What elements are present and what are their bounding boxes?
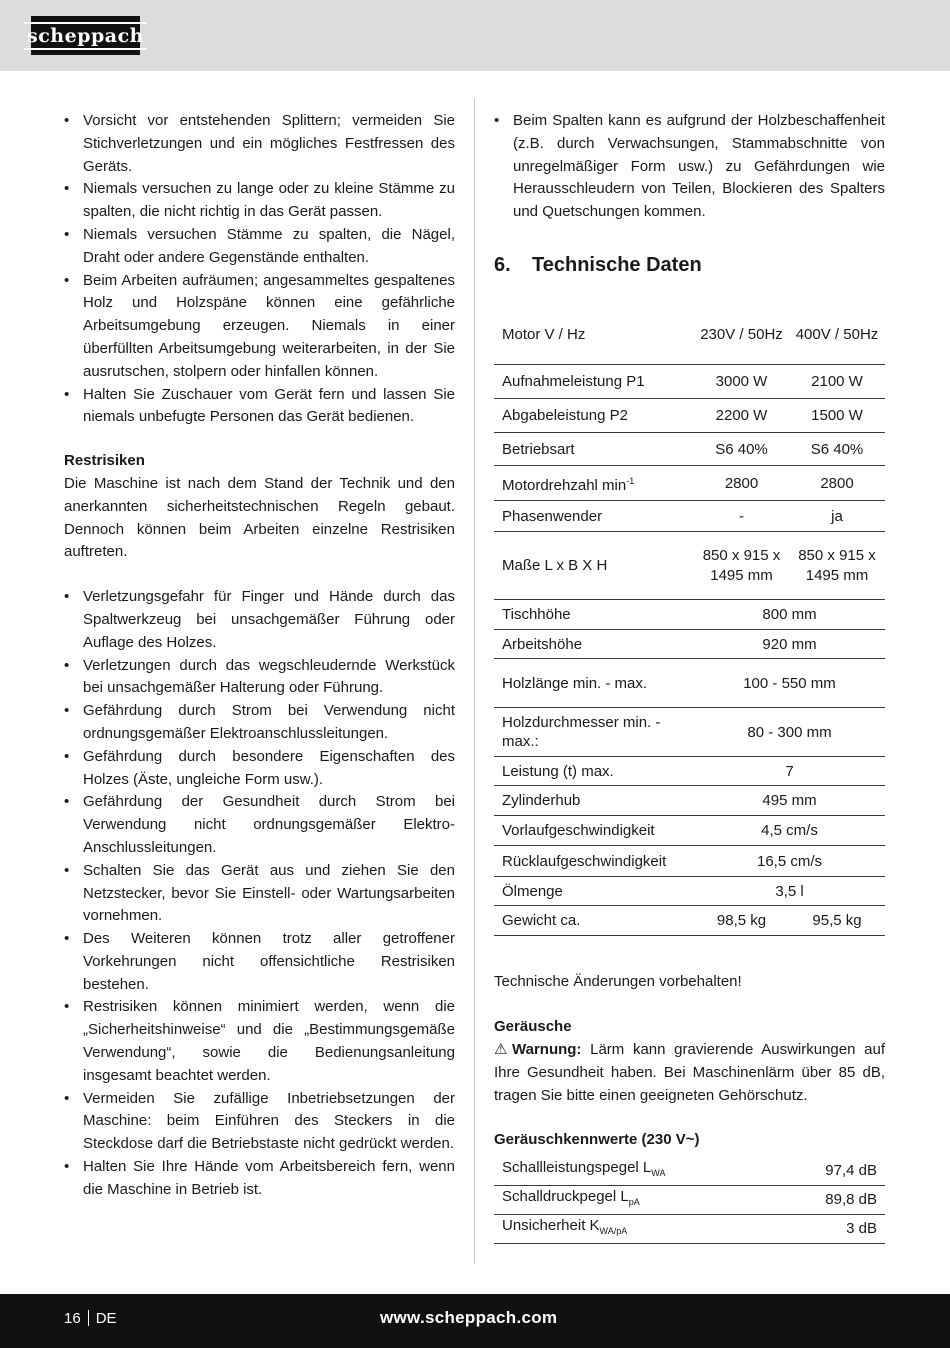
section-title <box>494 253 885 277</box>
section-number: 6. <box>494 253 511 276</box>
cell-value: 16,5 cm/s <box>694 846 885 877</box>
row-label <box>494 1215 778 1244</box>
row-label: Phasenwender <box>494 501 694 532</box>
page-separator <box>88 1310 89 1326</box>
list-item: • Beim Spalten kann es aufgrund der Holzbeschaffenheit (z.B. durch Verwachsungen, Stammabschnitte von unregelmäßiger Form usw.) zu Gefährdungen wie Herausschleudern von Teilen, Blockieren des Spalters und Quetschungen kommen. <box>494 110 885 224</box>
row-label: Gewicht ca. <box>494 906 694 936</box>
cell-value: 100 - 550 mm <box>694 659 885 708</box>
table-row <box>494 532 885 600</box>
cell-value: 2100 W <box>789 365 885 399</box>
table-row <box>494 877 885 906</box>
changes-note: Technische Änderungen vorbehalten! <box>494 973 742 991</box>
table-row <box>494 305 885 365</box>
row-label: Aufnahmeleistung P1 <box>494 365 694 399</box>
row-label: Arbeitshöhe <box>494 630 694 659</box>
list-item: • Halten Sie Zuschauer vom Gerät fern und lassen Sie niemals unbefugte Personen das Gerät bedienen. <box>64 384 455 430</box>
cell-value: 1500 W <box>789 399 885 433</box>
column-divider <box>474 98 475 1264</box>
restrisiken-heading: Restrisiken <box>64 452 145 470</box>
cell-value: 2800 <box>694 466 789 501</box>
logo-text: scheppach <box>24 22 147 50</box>
warning-paragraph <box>494 1039 885 1107</box>
table-row <box>494 1157 885 1186</box>
drehzahl-label: Motordrehzahl min <box>502 476 627 494</box>
lpa-subscript: pA <box>628 1197 640 1208</box>
noise-values-heading: Geräuschkennwerte (230 V~) <box>494 1131 700 1149</box>
warning-label: Warnung: <box>512 1041 582 1059</box>
cell-value: 98,5 kg <box>694 906 789 936</box>
list-item: • Gefährdung der Gesundheit durch Strom bei Verwendung nicht ordnungsgemäßer Elektro-Anschlussleitungen. <box>64 791 455 859</box>
technical-data-table <box>494 305 885 937</box>
cell-value: 95,5 kg <box>789 906 885 936</box>
list-item: • Schalten Sie das Gerät aus und ziehen Sie den Netzstecker, bevor Sie Einstell- oder Wartungsarbeiten vornehmen. <box>64 860 455 928</box>
noise-heading: Geräusche <box>494 1018 572 1036</box>
table-row <box>494 786 885 816</box>
right-column <box>494 110 885 1244</box>
cell-value: 800 mm <box>694 600 885 630</box>
table-row <box>494 433 885 466</box>
safety-bullets <box>64 110 455 429</box>
table-row <box>494 501 885 532</box>
list-item: • Des Weiteren können trotz aller getroffener Vorkehrungen nicht offensichtliche Restrisiken bestehen. <box>64 928 455 996</box>
table-row <box>494 659 885 708</box>
table-row <box>494 1186 885 1215</box>
row-label <box>494 466 694 501</box>
cell-value: ja <box>789 501 885 532</box>
row-label: Leistung (t) max. <box>494 757 694 786</box>
scheppach-logo <box>27 16 144 55</box>
cell-value: 97,4 dB <box>778 1157 885 1186</box>
row-label <box>494 1157 778 1186</box>
row-label: Ölmenge <box>494 877 694 906</box>
cell-value: 230V / 50Hz <box>694 305 789 365</box>
page-number: 16 <box>64 1310 81 1327</box>
cell-value: 495 mm <box>694 786 885 816</box>
footer-bar <box>0 1294 950 1348</box>
section-title-text: Technische Daten <box>532 253 702 276</box>
website-link[interactable]: www.scheppach.com <box>380 1308 558 1327</box>
row-label: Rücklaufgeschwindigkeit <box>494 846 694 877</box>
row-label: Holzlänge min. - max. <box>494 659 694 708</box>
row-label: Zylinderhub <box>494 786 694 816</box>
table-row <box>494 365 885 399</box>
table-row <box>494 816 885 846</box>
table-row <box>494 1215 885 1244</box>
table-row <box>494 708 885 757</box>
header-bar <box>0 0 950 71</box>
cell-value: - <box>694 501 789 532</box>
list-item: • Gefährdung durch Strom bei Verwendung nicht ordnungsgemäßer Elektroanschlussleitungen. <box>64 700 455 746</box>
row-label: Motor V / Hz <box>494 305 694 365</box>
restrisiken-text: Die Maschine ist nach dem Stand der Technik und den anerkannten sicherheitstechnischen Regeln gebaut. Dennoch können beim Arbeiten einzelne Restrisiken auftreten. <box>64 474 455 561</box>
cell-value: S6 40% <box>694 433 789 466</box>
page-indicator <box>64 1310 117 1327</box>
list-item: • Verletzungen durch das wegschleudernde Werkstück bei unsachgemäßer Halterung oder Führung. <box>64 655 455 701</box>
table-row <box>494 906 885 936</box>
cell-value: 2800 <box>789 466 885 501</box>
table-row <box>494 466 885 501</box>
list-item: • Niemals versuchen zu lange oder zu kleine Stämme zu spalten, die nicht richtig in das Gerät passen. <box>64 178 455 224</box>
warning-text: Lärm kann gravierende Auswirkungen auf Ihre Gesundheit haben. Bei Maschinenlärm über 85 dB, tragen Sie bitte einen geeigneten Gehörschutz. <box>494 1041 885 1104</box>
row-label: Vorlaufgeschwindigkeit <box>494 816 694 846</box>
list-item: • Restrisiken können minimiert werden, wenn die „Sicherheitshinweise“ und die „Bestimmungsgemäße Verwendung“, sowie die Bedienungsanleitung insgesamt beachtet werden. <box>64 996 455 1087</box>
drehzahl-superscript: -1 <box>626 475 635 486</box>
cell-value: 89,8 dB <box>778 1186 885 1215</box>
lwa-subscript: WA <box>651 1168 666 1179</box>
left-column <box>64 110 455 1202</box>
cell-value: S6 40% <box>789 433 885 466</box>
lwa-label: Schallleistungspegel L <box>502 1159 652 1177</box>
warning-icon: ⚠ <box>494 1041 508 1059</box>
residual-risk-bullets <box>64 586 455 1202</box>
list-item: • Gefährdung durch besondere Eigenschaften des Holzes (Äste, ungleiche Form usw.). <box>64 746 455 792</box>
cell-value: 3,5 l <box>694 877 885 906</box>
cell-value: 2200 W <box>694 399 789 433</box>
row-label: Holzdurchmesser min. - max.: <box>494 708 694 757</box>
row-label: Betriebsart <box>494 433 694 466</box>
k-label: Unsicherheit K <box>502 1217 600 1235</box>
list-item: • Halten Sie Ihre Hände vom Arbeitsbereich fern, wenn die Maschine in Betrieb ist. <box>64 1156 455 1202</box>
table-row <box>494 600 885 630</box>
list-item: • Vermeiden Sie zufällige Inbetriebsetzungen der Maschine: beim Einführen des Steckers in die Steckdose darf die Betriebstaste nicht gedrückt werden. <box>64 1088 455 1156</box>
noise-values-table <box>494 1157 885 1244</box>
table-row <box>494 630 885 659</box>
cell-value: 4,5 cm/s <box>694 816 885 846</box>
cell-value: 850 x 915 x 1495 mm <box>789 532 885 600</box>
cell-value: 3000 W <box>694 365 789 399</box>
lpa-label: Schalldruckpegel L <box>502 1188 629 1206</box>
cell-value: 400V / 50Hz <box>789 305 885 365</box>
list-item: • Beim Arbeiten aufräumen; angesammeltes gespaltenes Holz und Holzspäne können eine gefährliche Arbeitsumgebung erzeugen. Niemals in einer überfüllten Arbeitsumgebung weiterarbeiten, in der Sie ausrutschen, stolpern oder hinfallen können. <box>64 270 455 384</box>
row-label: Abgabeleistung P2 <box>494 399 694 433</box>
cell-value: 80 - 300 mm <box>694 708 885 757</box>
cell-value: 7 <box>694 757 885 786</box>
cell-value: 3 dB <box>778 1215 885 1244</box>
table-row <box>494 399 885 433</box>
list-item: • Vorsicht vor entstehenden Splittern; vermeiden Sie Stichverletzungen und ein mögliches Festfressen des Geräts. <box>64 110 455 178</box>
cell-value: 850 x 915 x 1495 mm <box>694 532 789 600</box>
row-label: Maße L x B X H <box>494 532 694 600</box>
k-subscript: WA/pA <box>599 1226 628 1237</box>
row-label: Tischhöhe <box>494 600 694 630</box>
right-bullets <box>494 110 885 224</box>
list-item: • Verletzungsgefahr für Finger und Hände durch das Spaltwerkzeug bei unsachgemäßer Führung oder Auflage des Holzes. <box>64 586 455 654</box>
list-item: • Niemals versuchen Stämme zu spalten, die Nägel, Draht oder andere Gegenstände enthalten. <box>64 224 455 270</box>
language-code: DE <box>95 1310 117 1327</box>
table-row <box>494 846 885 877</box>
table-row <box>494 757 885 786</box>
row-label <box>494 1186 778 1215</box>
cell-value: 920 mm <box>694 630 885 659</box>
